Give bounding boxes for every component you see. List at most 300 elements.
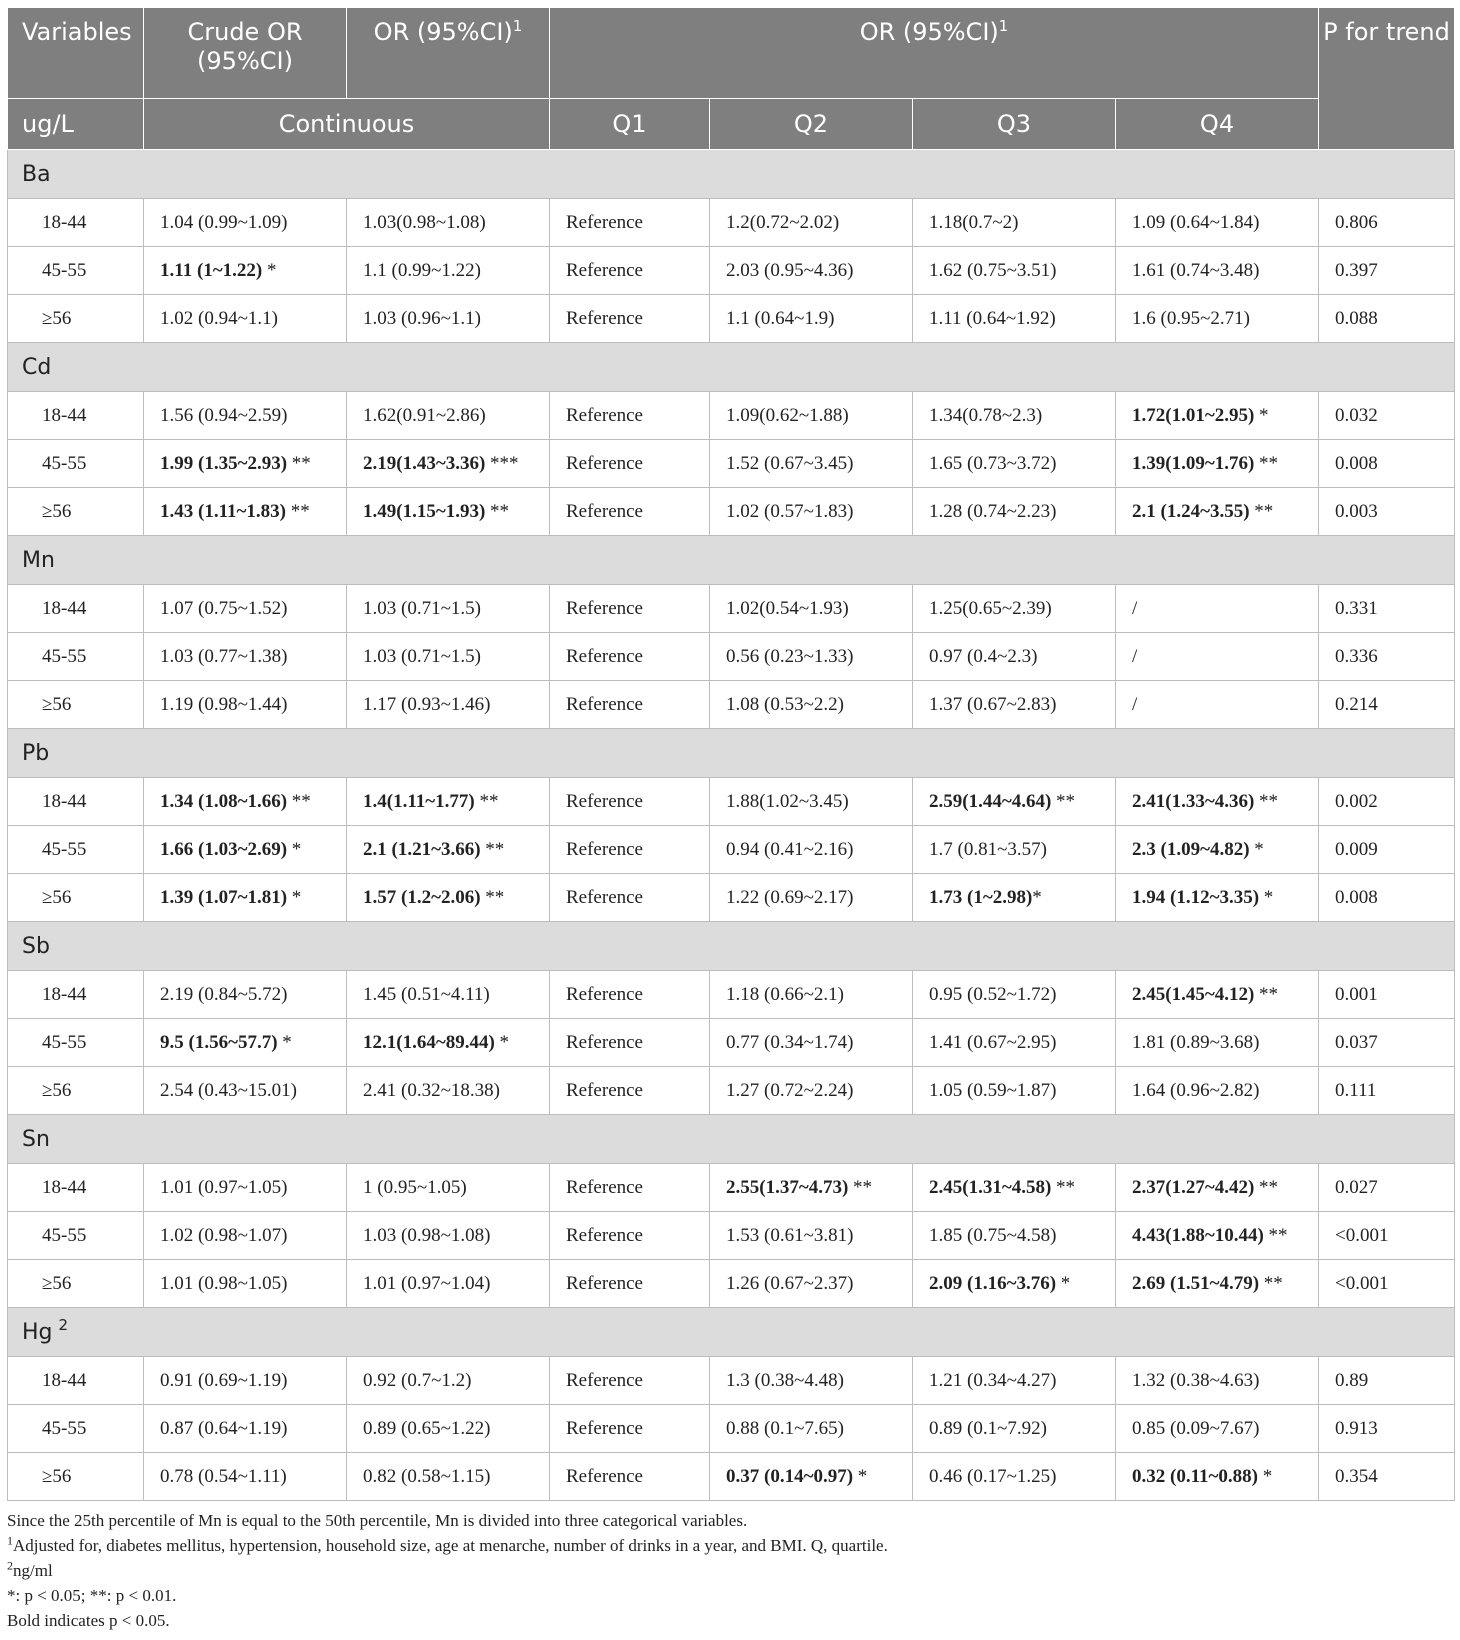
value: 0.89 (0.1~7.92) [929,1417,1047,1439]
value: 1.1 (0.64~1.9) [726,307,835,329]
value: 0.78 (0.54~1.11) [160,1465,287,1487]
value: 1.01 (0.97~1.04) [363,1272,491,1294]
significance-marker: ** [1051,1176,1076,1198]
element-footnote-marker: 2 [58,1316,69,1335]
group-label [8,922,1455,971]
q1-cell: Reference [550,633,710,681]
value: / [1132,645,1138,667]
value: 1.03 (0.98~1.08) [363,1224,491,1246]
age-group-cell: 18-44 [8,199,144,247]
value: 1.53 (0.61~3.81) [726,1224,854,1246]
significance-marker: ** [1249,500,1274,522]
value: 1.39(1.09~1.76) [1132,452,1255,474]
age-group-cell: ≥56 [8,874,144,922]
q2-cell [710,1019,913,1067]
adj-cell [347,971,550,1019]
q2-cell [710,874,913,922]
value: 2.3 (1.09~4.82) [1132,838,1250,860]
q4-cell [1116,199,1319,247]
significance-marker: ** [474,790,499,812]
crude-cell [144,633,347,681]
q3-cell [913,295,1116,343]
value: 1.22 (0.69~2.17) [726,886,854,908]
footnote-line [7,1558,1454,1583]
q4-cell [1116,1453,1319,1501]
value: 2.37(1.27~4.42) [1132,1176,1255,1198]
value: 0.82 (0.58~1.15) [363,1465,491,1487]
table-row [8,1260,1455,1308]
footnote-text: *: p < 0.05; **: p < 0.01. [7,1586,177,1605]
age-group-cell: ≥56 [8,295,144,343]
table-row [8,826,1455,874]
value: 1.26 (0.67~2.37) [726,1272,854,1294]
q4-cell [1116,247,1319,295]
header-crude-or: Crude OR (95%CI) [144,8,347,99]
value: 1.66 (1.03~2.69) [160,838,288,860]
value: 1.41 (0.67~2.95) [929,1031,1057,1053]
value: 0.94 (0.41~2.16) [726,838,854,860]
q4-cell [1116,1212,1319,1260]
group-label [8,1308,1455,1357]
value: 2.41 (0.32~18.38) [363,1079,500,1101]
q2-cell [710,247,913,295]
value: 0.85 (0.09~7.67) [1132,1417,1260,1439]
table-row [8,681,1455,729]
footnote-line [7,1508,1454,1533]
adj-cell [347,874,550,922]
value: 1.62 (0.75~3.51) [929,259,1057,281]
value: 1.28 (0.74~2.23) [929,500,1057,522]
footnote-marker: 1 [7,1533,13,1548]
significance-marker: ** [1051,790,1076,812]
q3-cell [913,1164,1116,1212]
footnote-line [7,1583,1454,1608]
value: 1.99 (1.35~2.93) [160,452,288,474]
header-adjusted-or: OR $(95\%CI)^1$ [347,8,550,99]
q2-cell [710,295,913,343]
crude-cell [144,585,347,633]
value: 1 (0.95~1.05) [363,1176,467,1198]
age-group-cell: ≥56 [8,1067,144,1115]
q3-cell [913,1405,1116,1453]
significance-marker: * [1258,1465,1273,1487]
adj-cell [347,488,550,536]
value: 0.91 (0.69~1.19) [160,1369,288,1391]
significance-marker: ** [480,838,505,860]
adj-cell [347,1067,550,1115]
adj-cell [347,1453,550,1501]
q4-cell [1116,633,1319,681]
q3-cell [913,778,1116,826]
q4-cell [1116,971,1319,1019]
q3-cell [913,392,1116,440]
q1-cell: Reference [550,971,710,1019]
value: 1.09(0.62~1.88) [726,404,849,426]
element-name: Sb [22,933,50,959]
significance-marker: * [287,838,302,860]
value: 2.1 (1.21~3.66) [363,838,481,860]
group-label [8,343,1455,392]
p-cell: 0.002 [1319,778,1455,826]
q4-cell [1116,1405,1319,1453]
q2-cell [710,633,913,681]
q4-cell [1116,1357,1319,1405]
adj-cell [347,633,550,681]
table-row [8,488,1455,536]
q4-cell [1116,1164,1319,1212]
header-q1: Q1 [550,99,710,150]
p-cell: 0.806 [1319,199,1455,247]
p-cell: 0.913 [1319,1405,1455,1453]
value: 0.37 (0.14~0.97) [726,1465,854,1487]
value: 1.19 (0.98~1.44) [160,693,288,715]
crude-cell [144,778,347,826]
group-row-pb [8,729,1455,778]
table-row [8,392,1455,440]
q1-cell: Reference [550,874,710,922]
p-cell: 0.111 [1319,1067,1455,1115]
q3-cell [913,1260,1116,1308]
value: 0.92 (0.7~1.2) [363,1369,472,1391]
table-row [8,585,1455,633]
table-row [8,1453,1455,1501]
age-group-cell: 18-44 [8,971,144,1019]
age-group-cell: 45-55 [8,1405,144,1453]
p-cell: 0.009 [1319,826,1455,874]
value: 1.11 (0.64~1.92) [929,307,1056,329]
value: 1.56 (0.94~2.59) [160,404,288,426]
q4-cell [1116,1019,1319,1067]
q4-cell [1116,826,1319,874]
value: 2.45(1.45~4.12) [1132,983,1255,1005]
crude-cell [144,1357,347,1405]
value: 1.27 (0.72~2.24) [726,1079,854,1101]
value: 1.94 (1.12~3.35) [1132,886,1260,908]
q4-cell [1116,585,1319,633]
value: 2.55(1.37~4.73) [726,1176,849,1198]
q4-cell [1116,295,1319,343]
age-group-cell: 18-44 [8,1164,144,1212]
value: 1.49(1.15~1.93) [363,500,486,522]
group-label [8,1115,1455,1164]
q1-cell: Reference [550,247,710,295]
adj-cell [347,585,550,633]
q2-cell [710,1405,913,1453]
value: 1.57 (1.2~2.06) [363,886,481,908]
significance-marker: * [287,886,302,908]
q4-cell [1116,1067,1319,1115]
q2-cell [710,826,913,874]
crude-cell [144,295,347,343]
age-group-cell: 18-44 [8,1357,144,1405]
q3-cell [913,971,1116,1019]
age-group-cell: 45-55 [8,247,144,295]
table-row [8,1405,1455,1453]
q3-cell [913,826,1116,874]
header-quartile-or: OR $(95\%CI)^1$ [550,8,1319,99]
significance-marker: ** [1254,1176,1279,1198]
q3-cell [913,585,1116,633]
q3-cell [913,1453,1116,1501]
table-row [8,247,1455,295]
p-cell: 0.89 [1319,1357,1455,1405]
significance-marker: * [277,1031,292,1053]
adj-cell [347,681,550,729]
value: 1.21 (0.34~4.27) [929,1369,1057,1391]
q1-cell: Reference [550,1164,710,1212]
value: 1.37 (0.67~2.83) [929,693,1057,715]
q2-cell [710,1357,913,1405]
value: 1.52 (0.67~3.45) [726,452,854,474]
value: 1.1 (0.99~1.22) [363,259,481,281]
value: 2.41(1.33~4.36) [1132,790,1255,812]
q1-cell: Reference [550,1405,710,1453]
value: 1.03 (0.71~1.5) [363,597,481,619]
value: 12.1(1.64~89.44) [363,1031,495,1053]
results-table-container [7,7,1454,1501]
q1-cell: Reference [550,392,710,440]
q1-cell: Reference [550,488,710,536]
element-name: Cd [22,354,52,380]
adj-cell [347,826,550,874]
significance-marker: * [1032,886,1042,908]
value: 1.01 (0.98~1.05) [160,1272,288,1294]
table-footnotes [7,1508,1454,1633]
adj-cell [347,1260,550,1308]
significance-marker: ** [485,500,510,522]
value: 1.2(0.72~2.02) [726,211,840,233]
table-row [8,874,1455,922]
table-row [8,1164,1455,1212]
value: 1.34(0.78~2.3) [929,404,1043,426]
q2-cell [710,971,913,1019]
value: 1.02 (0.98~1.07) [160,1224,288,1246]
p-cell: 0.001 [1319,971,1455,1019]
crude-cell [144,1067,347,1115]
p-cell: 0.037 [1319,1019,1455,1067]
value: 1.02 (0.94~1.1) [160,307,278,329]
group-row-mn [8,536,1455,585]
q3-cell [913,874,1116,922]
group-label [8,536,1455,585]
age-group-cell: 45-55 [8,633,144,681]
crude-cell [144,1019,347,1067]
q1-cell: Reference [550,295,710,343]
value: 1.34 (1.08~1.66) [160,790,288,812]
value: 2.19 (0.84~5.72) [160,983,288,1005]
q4-cell [1116,440,1319,488]
crude-cell [144,392,347,440]
adj-cell [347,1212,550,1260]
q1-cell: Reference [550,681,710,729]
age-group-cell: ≥56 [8,1260,144,1308]
footnote-text: Adjusted for, diabetes mellitus, hypertension, household size, age at menarche, number of drinks in a year, and BMI. Q, quartile. [13,1536,888,1555]
crude-cell [144,488,347,536]
p-cell: 0.008 [1319,874,1455,922]
adj-cell [347,392,550,440]
value: 0.77 (0.34~1.74) [726,1031,854,1053]
value: 1.03 (0.96~1.1) [363,307,481,329]
adj-cell [347,295,550,343]
value: 0.97 (0.4~2.3) [929,645,1038,667]
crude-cell [144,1212,347,1260]
value: 4.43(1.88~10.44) [1132,1224,1264,1246]
header-unit: ug/L [8,99,144,150]
q4-cell [1116,778,1319,826]
footnote-line [7,1533,1454,1558]
q1-cell: Reference [550,778,710,826]
p-cell: <0.001 [1319,1260,1455,1308]
group-row-ba [8,150,1455,199]
q1-cell: Reference [550,585,710,633]
table-row [8,440,1455,488]
footnote-text: Since the 25th percentile of Mn is equal to the 50th percentile, Mn is divided into three categorical variables. [7,1511,748,1530]
header-q2: Q2 [710,99,913,150]
significance-marker: ** [1254,983,1279,1005]
significance-marker: * [494,1031,510,1053]
crude-cell [144,1260,347,1308]
q1-cell: Reference [550,1260,710,1308]
adj-cell [347,440,550,488]
value: / [1132,597,1138,619]
significance-marker: ** [286,500,310,522]
header-variables: Variables [8,8,144,99]
element-name: Pb [22,740,50,766]
p-cell: 0.336 [1319,633,1455,681]
q1-cell: Reference [550,1067,710,1115]
footnote-text: Bold indicates p < 0.05. [7,1611,170,1630]
value: 1.85 (0.75~4.58) [929,1224,1057,1246]
q3-cell [913,1212,1116,1260]
q2-cell [710,1453,913,1501]
results-table [7,7,1455,1501]
value: 1.72(1.01~2.95) [1132,404,1255,426]
value: 1.04 (0.99~1.09) [160,211,288,233]
table-row [8,1067,1455,1115]
value: 1.02(0.54~1.93) [726,597,849,619]
q2-cell [710,488,913,536]
crude-cell [144,199,347,247]
value: 1.45 (0.51~4.11) [363,983,490,1005]
element-name: Sn [22,1126,50,1152]
adj-cell [347,1357,550,1405]
significance-marker: ** [1259,1272,1283,1294]
value: 1.4(1.11~1.77) [363,790,475,812]
value: 2.54 (0.43~15.01) [160,1079,297,1101]
q3-cell [913,681,1116,729]
value: 1.09 (0.64~1.84) [1132,211,1260,233]
adj-cell [347,199,550,247]
element-name: Hg [22,1319,53,1345]
significance-marker: ** [848,1176,873,1198]
table-row [8,971,1455,1019]
age-group-cell: 18-44 [8,585,144,633]
p-cell: 0.214 [1319,681,1455,729]
value: 1.02 (0.57~1.83) [726,500,854,522]
q1-cell: Reference [550,826,710,874]
q4-cell [1116,874,1319,922]
significance-marker: * [1056,1272,1071,1294]
value: 1.73 (1~2.98) [929,886,1033,908]
table-header [8,8,1455,150]
q1-cell: Reference [550,440,710,488]
p-cell: 0.397 [1319,247,1455,295]
q3-cell [913,247,1116,295]
value: 1.64 (0.96~2.82) [1132,1079,1260,1101]
value: 1.11 (1~1.22) [160,259,263,281]
q3-cell [913,199,1116,247]
group-row-sn [8,1115,1455,1164]
header-p-trend: P for trend [1319,8,1455,150]
q2-cell [710,1260,913,1308]
age-group-cell: ≥56 [8,1453,144,1501]
q4-cell [1116,681,1319,729]
value: 1.39 (1.07~1.81) [160,886,288,908]
element-name: Mn [22,547,55,573]
value: 1.03 (0.77~1.38) [160,645,288,667]
value: 1.62(0.91~2.86) [363,404,486,426]
group-label [8,729,1455,778]
value: 1.88(1.02~3.45) [726,790,849,812]
significance-marker: ** [1263,1224,1288,1246]
q1-cell: Reference [550,1453,710,1501]
crude-cell [144,1453,347,1501]
value: 0.87 (0.64~1.19) [160,1417,288,1439]
value: 1.18 (0.66~2.1) [726,983,844,1005]
adj-cell [347,778,550,826]
q2-cell [710,1067,913,1115]
value: 1.6 (0.95~2.71) [1132,307,1250,329]
adj-cell [347,1019,550,1067]
q3-cell [913,440,1116,488]
header-continuous: Continuous [144,99,550,150]
q2-cell [710,585,913,633]
value: 1.3 (0.38~4.48) [726,1369,844,1391]
p-cell: 0.008 [1319,440,1455,488]
value: 0.46 (0.17~1.25) [929,1465,1057,1487]
crude-cell [144,1405,347,1453]
q2-cell [710,681,913,729]
q2-cell [710,1212,913,1260]
value: 2.45(1.31~4.58) [929,1176,1052,1198]
q4-cell [1116,1260,1319,1308]
q2-cell [710,199,913,247]
q3-cell [913,1019,1116,1067]
crude-cell [144,826,347,874]
p-cell: 0.088 [1319,295,1455,343]
value: 1.43 (1.11~1.83) [160,500,286,522]
footnote-marker: 2 [7,1558,13,1573]
element-name: Ba [22,161,51,187]
q4-cell [1116,488,1319,536]
footnote-text: ng/ml [13,1561,53,1580]
table-row [8,1357,1455,1405]
significance-marker: * [1259,886,1274,908]
q1-cell: Reference [550,1019,710,1067]
significance-marker: * [853,1465,868,1487]
q1-cell: Reference [550,1357,710,1405]
adj-cell [347,1405,550,1453]
value: 1.61 (0.74~3.48) [1132,259,1260,281]
significance-marker: ** [287,452,311,474]
table-row [8,295,1455,343]
group-row-hg [8,1308,1455,1357]
crude-cell [144,1164,347,1212]
q3-cell [913,633,1116,681]
header-q4: Q4 [1116,99,1319,150]
value: 1.03 (0.71~1.5) [363,645,481,667]
age-group-cell: ≥56 [8,488,144,536]
